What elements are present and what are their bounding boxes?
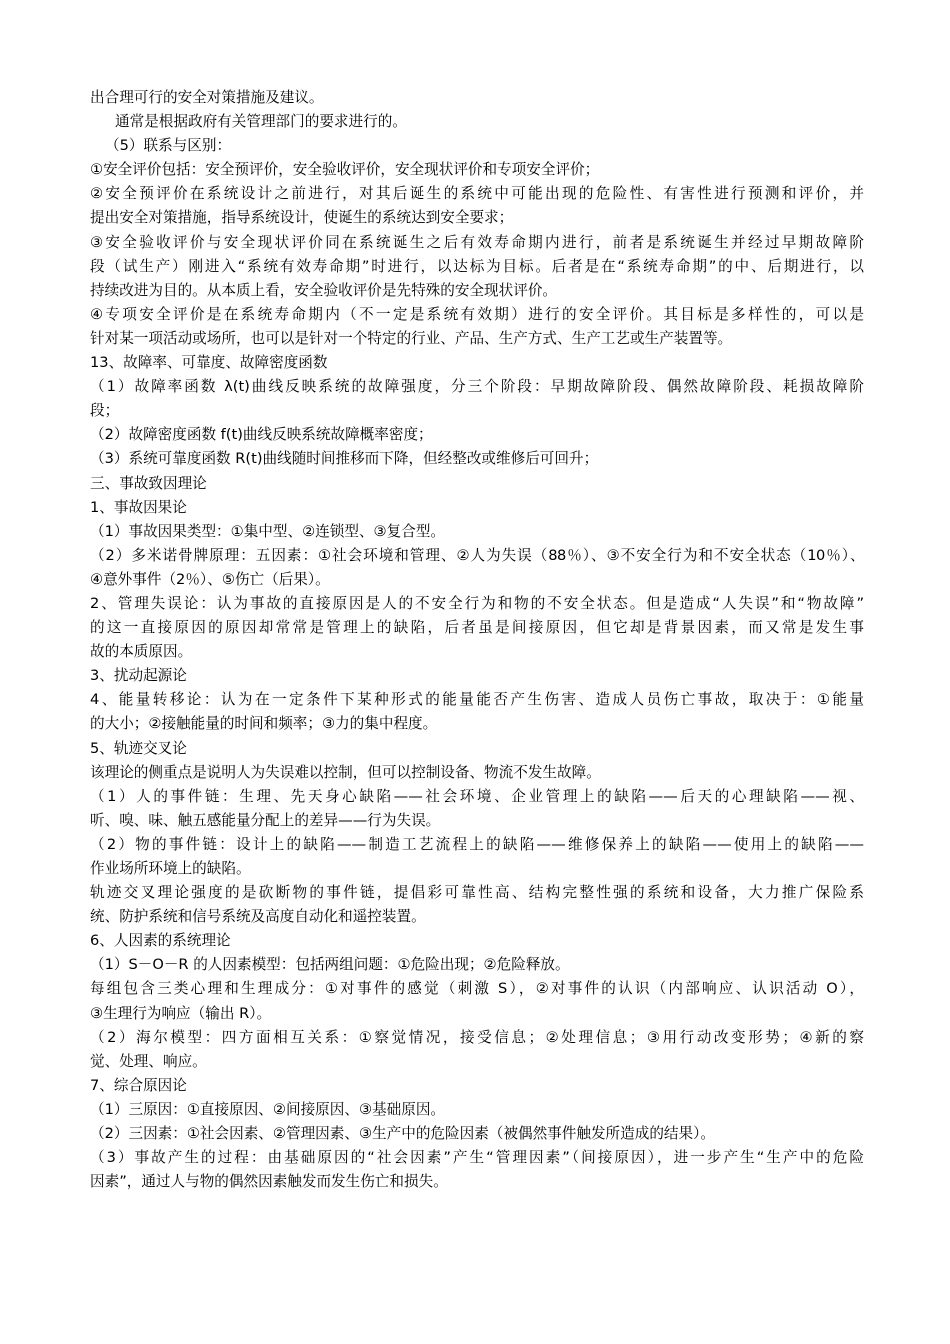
text-line: 段（试生产）刚进入“系统有效寿命期”时进行，以达标为目标。后者是在“系统寿命期”的中、后期进行，以 bbox=[90, 257, 864, 275]
text-line: 2、管理失误论：认为事故的直接原因是人的不安全行为和物的不安全状态。但是造成“人失误”和“物故障” bbox=[90, 594, 864, 612]
text-line: 听、嗅、味、触五感能量分配上的差异——行为失误。 bbox=[90, 811, 441, 829]
text-line: ③安全验收评价与安全现状评价同在系统诞生之后有效寿命期内进行，前者是系统诞生并经过早期故障阶 bbox=[90, 233, 864, 251]
text-line: 持续改进为目的。从本质上看，安全验收评价是先特殊的安全现状评价。 bbox=[90, 281, 558, 299]
section-heading: 7、综合原因论 bbox=[90, 1076, 187, 1094]
text-line: ③生理行为响应（输出 R）。 bbox=[90, 1004, 272, 1022]
text-line: （3）系统可靠度函数 R(t)曲线随时间推移而下降，但经整改或维修后可回升； bbox=[90, 450, 599, 468]
text-line: （2）物的事件链：设计上的缺陷——制造工艺流程上的缺陷——维修保养上的缺陷——使用上的缺陷—— bbox=[90, 835, 864, 853]
text-line: ②安全预评价在系统设计之前进行，对其后诞生的系统中可能出现的危险性、有害性进行预测和评价，并 bbox=[90, 185, 864, 203]
text-line: ①安全评价包括：安全预评价，安全验收评价，安全现状评价和专项安全评价； bbox=[90, 161, 600, 179]
text-line: （1）人的事件链：生理、先天身心缺陷——社会环境、企业管理上的缺陷——后天的心理缺陷——视、 bbox=[90, 787, 864, 805]
text-line: 每组包含三类心理和生理成分：①对事件的感觉（刺激 S），②对事件的认识（内部响应、认识活动 O）， bbox=[90, 980, 864, 998]
text-line: （2）三因素：①社会因素、②管理因素、③生产中的危险因素（被偶然事件触发所造成的结果）。 bbox=[90, 1125, 715, 1143]
text-line: 统、防护系统和信号系统及高度自动化和遥控装置。 bbox=[90, 908, 426, 926]
text-line: 出合理可行的安全对策措施及建议。 bbox=[90, 89, 324, 106]
text-line: （1）S－O－R 的人因素模型：包括两组问题：①危险出现；②危险释放。 bbox=[90, 956, 570, 974]
document-page bbox=[90, 86, 864, 1194]
text-line: 因素”，通过人与物的偶然因素触发而发生伤亡和损失。 bbox=[90, 1173, 448, 1191]
text-line: （2）海尔模型：四方面相互关系：①察觉情况，接受信息；②处理信息；③用行动改变形势；④新的察 bbox=[90, 1028, 864, 1046]
section-heading: 三、事故致因理论 bbox=[90, 474, 207, 492]
text-line: 该理论的侧重点是说明人为失误难以控制，但可以控制设备、物流不发生故障。 bbox=[90, 763, 601, 781]
text-line: ④意外事件（2％）、⑤伤亡（后果）。 bbox=[90, 570, 330, 588]
text-line: 针对某一项活动或场所，也可以是针对一个特定的行业、产品、生产方式、生产工艺或生产装置等。 bbox=[90, 329, 733, 347]
text-line: （1）故障率函数 λ(t)曲线反映系统的故障强度，分三个阶段：早期故障阶段、偶然故障阶段、耗损故障阶 bbox=[90, 378, 864, 396]
text-line: 作业场所环境上的缺陷。 bbox=[90, 860, 251, 877]
text-line: 觉、处理、响应。 bbox=[90, 1052, 207, 1070]
text-line: （1）事故因果类型：①集中型、②连锁型、③复合型。 bbox=[90, 522, 446, 540]
text-line: （3）事故产生的过程：由基础原因的“社会因素”产生“管理因素”（间接原因），进一步产生“生产中的危险 bbox=[90, 1149, 864, 1167]
text-line: 的大小；②接触能量的时间和频率；③力的集中程度。 bbox=[90, 715, 438, 733]
section-heading: 5、轨迹交叉论 bbox=[90, 739, 187, 757]
text-line: 段； bbox=[90, 402, 120, 420]
text-line: 4、能量转移论：认为在一定条件下某种形式的能量能否产生伤害、造成人员伤亡事故，取决于：①能量 bbox=[90, 691, 864, 709]
text-line: 提出安全对策措施，指导系统设计，使诞生的系统达到安全要求； bbox=[90, 209, 514, 227]
section-heading: 13、故障率、可靠度、故障密度函数 bbox=[90, 354, 328, 372]
text-line: 通常是根据政府有关管理部门的要求进行的。 bbox=[115, 113, 407, 131]
text-line: 轨迹交叉理论强度的是砍断物的事件链，提倡彩可靠性高、结构完整性强的系统和设备，大力推广保险系 bbox=[90, 884, 864, 902]
text-line: 故的本质原因。 bbox=[90, 643, 193, 661]
text-line: （1）三原因：①直接原因、②间接原因、③基础原因。 bbox=[90, 1100, 446, 1118]
section-heading: 1、事故因果论 bbox=[90, 498, 187, 516]
section-heading: 6、人因素的系统理论 bbox=[90, 932, 231, 950]
text-line: 的这一直接原因的原因却常常是管理上的缺陷，后者虽是间接原因，但它却是背景因素，而又常是发生事 bbox=[90, 619, 864, 637]
text-line: （2）多米诺骨牌原理：五因素：①社会环境和管理、②人为失误（88％）、③不安全行为和不安全状态（10％）、 bbox=[90, 546, 864, 564]
text-line: ④专项安全评价是在系统寿命期内（不一定是系统有效期）进行的安全评价。其目标是多样性的，可以是 bbox=[90, 305, 864, 323]
section-heading: 3、扰动起源论 bbox=[90, 667, 187, 685]
section-heading: （5）联系与区别： bbox=[105, 137, 232, 155]
text-line: （2）故障密度函数 f(t)曲线反映系统故障概率密度； bbox=[90, 426, 433, 444]
